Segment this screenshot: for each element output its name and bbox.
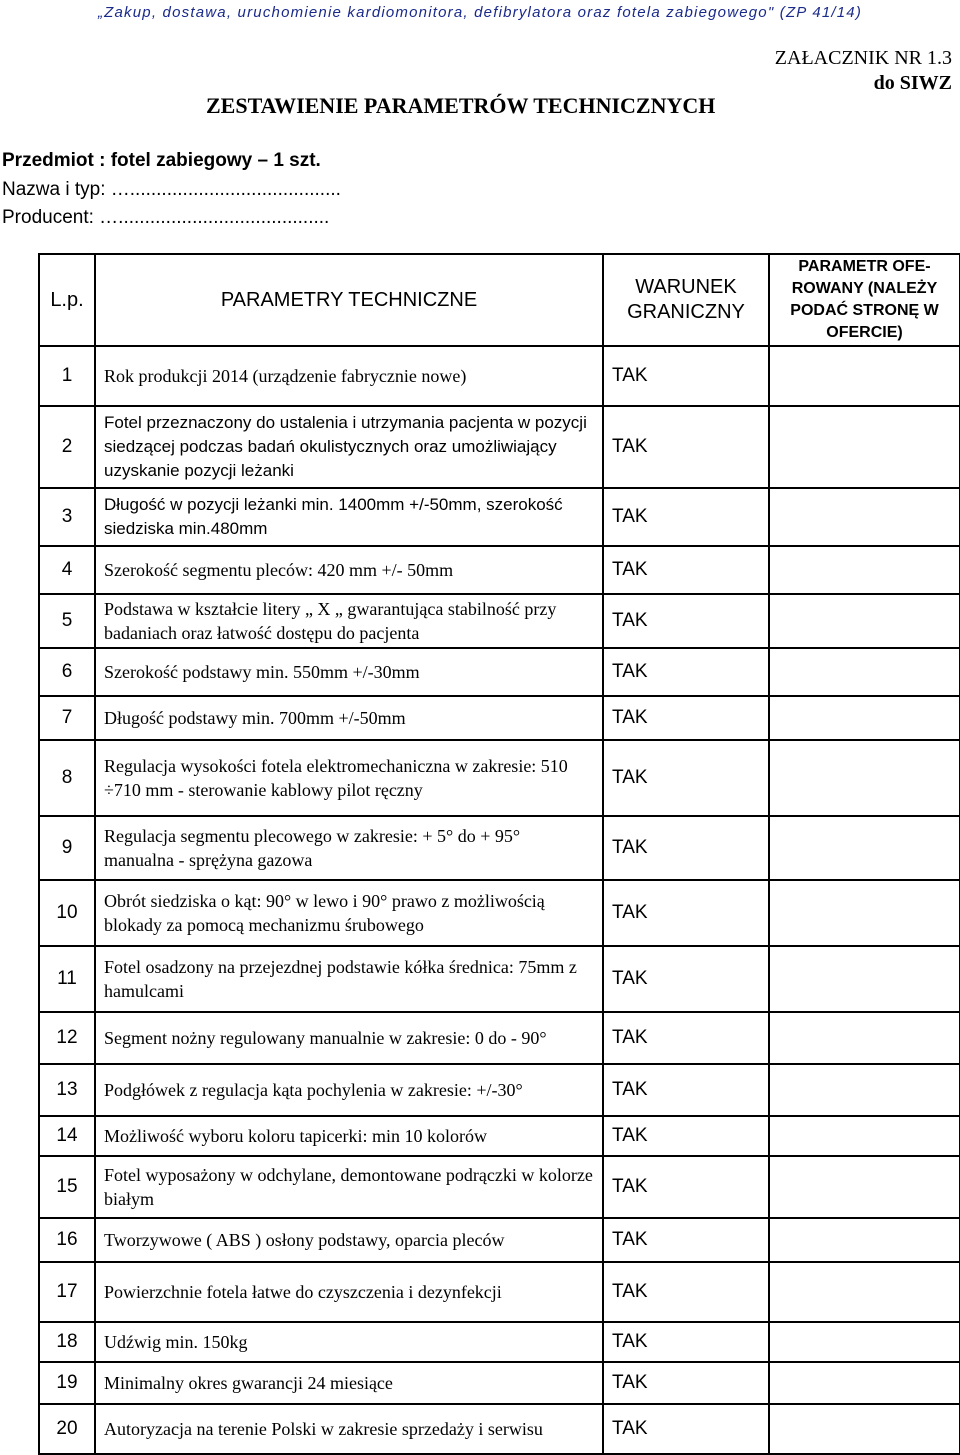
row-condition: TAK (603, 740, 769, 816)
row-parameter: Szerokość segmentu pleców: 420 mm +/- 50mm (95, 546, 603, 594)
row-parameter: Segment nożny regulowany manualnie w zakresie: 0 do - 90° (95, 1012, 603, 1064)
producer-field: Producent: …........................................ (2, 207, 330, 228)
row-condition: TAK (603, 1362, 769, 1404)
table-row (39, 1116, 960, 1156)
row-number: 16 (39, 1218, 95, 1262)
row-condition: TAK (603, 488, 769, 546)
row-number: 19 (39, 1362, 95, 1404)
name-type-field: Nazwa i typ: …........................................ (2, 179, 341, 200)
table-row (39, 740, 960, 816)
header-condition-line1: WARUNEK (635, 276, 737, 298)
attachment-siwz: do SIWZ (873, 72, 952, 94)
table-row (39, 488, 960, 546)
header-lp: L.p. (39, 254, 95, 346)
row-offered-cell[interactable] (769, 1404, 960, 1454)
table-row (39, 696, 960, 740)
row-parameter: Szerokość podstawy min. 550mm +/-30mm (95, 648, 603, 696)
row-number: 1 (39, 346, 95, 406)
table-row (39, 594, 960, 648)
header-condition-line2: GRANICZNY (627, 301, 745, 323)
row-condition: TAK (603, 1156, 769, 1218)
row-parameter: Fotel wyposażony w odchylane, demontowane podrączki w kolorze białym (95, 1156, 603, 1218)
table-row (39, 946, 960, 1012)
header-parameters: PARAMETRY TECHNICZNE (95, 254, 603, 346)
row-condition: TAK (603, 648, 769, 696)
row-number: 10 (39, 880, 95, 946)
row-offered-cell[interactable] (769, 1262, 960, 1322)
table-row (39, 648, 960, 696)
table-row (39, 1064, 960, 1116)
document-reference-header: „Zakup, dostawa, uruchomienie kardiomonitora, defibrylatora oraz fotela zabiegowego" (ZP 41/14) (97, 4, 863, 21)
row-offered-cell[interactable] (769, 1012, 960, 1064)
parameters-table (38, 253, 960, 1455)
row-number: 8 (39, 740, 95, 816)
row-condition: TAK (603, 1064, 769, 1116)
row-offered-cell[interactable] (769, 346, 960, 406)
row-parameter: Długość podstawy min. 700mm +/-50mm (95, 696, 603, 740)
row-number: 18 (39, 1322, 95, 1362)
table-row (39, 406, 960, 488)
header-offered-line4: OFERCIE) (826, 324, 903, 341)
row-parameter: Fotel osadzony na przejezdnej podstawie kółka średnica: 75mm z hamulcami (95, 946, 603, 1012)
row-parameter: Regulacja wysokości fotela elektromechaniczna w zakresie: 510 ÷710 mm - sterowanie kablowy pilot ręczny (95, 740, 603, 816)
attachment-number: ZAŁACZNIK NR 1.3 (774, 47, 952, 69)
row-parameter: Fotel przeznaczony do ustalenia i utrzymania pacjenta w pozycji siedzącej podczas badań okulistycznych oraz umożliwiający uzyskanie pozycji leżanki (95, 406, 603, 488)
table-row (39, 1322, 960, 1362)
row-offered-cell[interactable] (769, 1156, 960, 1218)
row-parameter: Długość w pozycji leżanki min. 1400mm +/-50mm, szerokość siedziska min.480mm (95, 488, 603, 546)
row-offered-cell[interactable] (769, 488, 960, 546)
row-parameter: Udźwig min. 150kg (95, 1322, 603, 1362)
table-row (39, 1404, 960, 1454)
row-parameter: Podgłówek z regulacja kąta pochylenia w zakresie: +/-30° (95, 1064, 603, 1116)
row-condition: TAK (603, 1012, 769, 1064)
row-parameter: Możliwość wyboru koloru tapicerki: min 10 kolorów (95, 1116, 603, 1156)
page-title: ZESTAWIENIE PARAMETRÓW TECHNICZNYCH (206, 93, 716, 118)
table-row (39, 1262, 960, 1322)
row-condition: TAK (603, 1262, 769, 1322)
row-offered-cell[interactable] (769, 594, 960, 648)
row-parameter: Powierzchnie fotela łatwe do czyszczenia i dezynfekcji (95, 1262, 603, 1322)
row-number: 5 (39, 594, 95, 648)
table-row (39, 1218, 960, 1262)
row-number: 12 (39, 1012, 95, 1064)
row-number: 7 (39, 696, 95, 740)
table-row (39, 1362, 960, 1404)
row-offered-cell[interactable] (769, 1218, 960, 1262)
row-number: 9 (39, 816, 95, 880)
row-number: 14 (39, 1116, 95, 1156)
table-row (39, 816, 960, 880)
row-parameter: Minimalny okres gwarancji 24 miesiące (95, 1362, 603, 1404)
table-row (39, 1156, 960, 1218)
row-condition: TAK (603, 1322, 769, 1362)
row-number: 2 (39, 406, 95, 488)
header-offered (769, 254, 960, 346)
table-header-row (39, 254, 960, 346)
row-number: 4 (39, 546, 95, 594)
row-condition: TAK (603, 346, 769, 406)
row-offered-cell[interactable] (769, 406, 960, 488)
row-number: 11 (39, 946, 95, 1012)
table-row (39, 1012, 960, 1064)
row-parameter: Autoryzacja na terenie Polski w zakresie sprzedaży i serwisu (95, 1404, 603, 1454)
row-parameter: Regulacja segmentu plecowego w zakresie: + 5° do + 95° manualna - sprężyna gazowa (95, 816, 603, 880)
row-condition: TAK (603, 1218, 769, 1262)
row-number: 3 (39, 488, 95, 546)
row-parameter: Rok produkcji 2014 (urządzenie fabrycznie nowe) (95, 346, 603, 406)
header-condition (603, 254, 769, 346)
row-condition: TAK (603, 1404, 769, 1454)
attachment-label (775, 46, 952, 96)
row-condition: TAK (603, 946, 769, 1012)
row-condition: TAK (603, 880, 769, 946)
subject-line: Przedmiot : fotel zabiegowy – 1 szt. (2, 150, 321, 171)
row-condition: TAK (603, 406, 769, 488)
row-number: 17 (39, 1262, 95, 1322)
row-offered-cell[interactable] (769, 1116, 960, 1156)
table-row (39, 880, 960, 946)
row-number: 6 (39, 648, 95, 696)
row-offered-cell[interactable] (769, 1362, 960, 1404)
header-offered-line1: PARAMETR OFE- (798, 258, 931, 275)
row-offered-cell[interactable] (769, 1322, 960, 1362)
row-offered-cell[interactable] (769, 1064, 960, 1116)
row-condition: TAK (603, 546, 769, 594)
row-offered-cell[interactable] (769, 740, 960, 816)
row-condition: TAK (603, 1116, 769, 1156)
row-number: 20 (39, 1404, 95, 1454)
row-offered-cell[interactable] (769, 816, 960, 880)
row-number: 13 (39, 1064, 95, 1116)
row-offered-cell[interactable] (769, 880, 960, 946)
row-condition: TAK (603, 594, 769, 648)
row-number: 15 (39, 1156, 95, 1218)
row-parameter: Tworzywowe ( ABS ) osłony podstawy, oparcia pleców (95, 1218, 603, 1262)
row-offered-cell[interactable] (769, 546, 960, 594)
row-parameter: Podstawa w kształcie litery „ X „ gwarantująca stabilność przy badaniach oraz łatwość dostępu do pacjenta (95, 594, 603, 648)
row-offered-cell[interactable] (769, 696, 960, 740)
row-offered-cell[interactable] (769, 648, 960, 696)
row-parameter: Obrót siedziska o kąt: 90° w lewo i 90° prawo z możliwością blokady za pomocą mechanizmu śrubowego (95, 880, 603, 946)
header-offered-line3: PODAĆ STRONĘ W (790, 302, 939, 319)
header-offered-line2: ROWANY (NALEŻY (791, 280, 938, 297)
row-condition: TAK (603, 696, 769, 740)
row-condition: TAK (603, 816, 769, 880)
table-row (39, 346, 960, 406)
row-offered-cell[interactable] (769, 946, 960, 1012)
table-row (39, 546, 960, 594)
